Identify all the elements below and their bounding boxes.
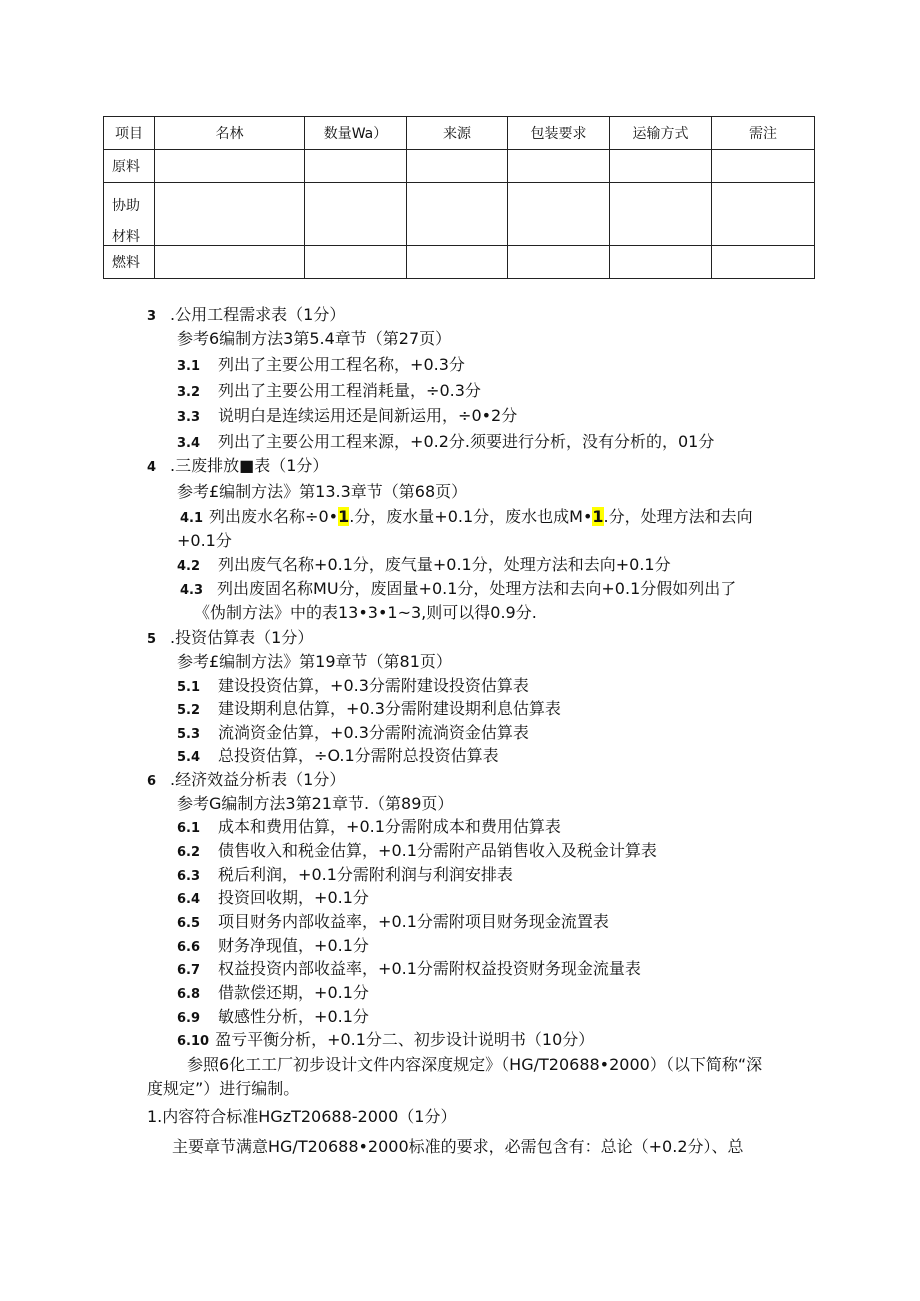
list-item-6-3: 6.3 税后利润，+0.1分需附利润与利润安排表 [177,865,513,884]
list-item-6-1: 6.1 成本和费用估算，+0.1分需附成本和费用估算表 [177,817,561,836]
list-item-4-1-cont: +0.1分 [177,531,232,550]
list-item-4-3-cont: 《伪制方法》中的表13•3•1~3,则可以得0.9分. [194,603,537,622]
list-item-3-1: 3.1 列出了主要公用工程名称，+0.3分 [177,355,465,374]
header-transport: 运输方式 [610,117,712,150]
table-row [104,150,815,183]
list-item-4-1: 4.1 列出废水名称÷0•1.分，废水量+0.1分，废水也成M•1.分，处理方法和去向 [180,507,753,526]
list-item-3-4: 3.4 列出了主要公用工程来源，+0.2分.须要进行分析，没有分析的，01分 [177,432,715,451]
row-label: 燃料 [104,246,155,279]
list-item-6-5: 6.5 项目财务内部收益率，+0.1分需附项目财务现金流置表 [177,912,609,931]
header-remarks: 需注 [712,117,815,150]
table-header-row [104,117,815,150]
section-5-heading: 5 .投资估算表（1分） [147,628,314,647]
highlight-mark: 1 [338,507,350,526]
highlight-mark: 1 [592,507,604,526]
list-item-3-2: 3.2 列出了主要公用工程消耗量，÷0.3分 [177,381,481,400]
section-5-reference: 参考£编制方法》第19章节（第81页） [177,652,452,671]
header-quantity: 数量Wa） [305,117,407,150]
list-item-5-2: 5.2 建设期利息估算，+0.3分需附建设期利息估算表 [177,699,561,718]
section-6-heading: 6 .经济效益分析表（1分） [147,770,346,789]
list-item-6-10: 6.10 盈亏平衡分析，+0.1分二、初步设计说明书（10分） [177,1030,595,1049]
header-source: 来源 [407,117,508,150]
table-row [104,246,815,279]
row-label-line2: 材料 [112,229,140,243]
header-packaging: 包装要求 [508,117,610,150]
header-item: 项目 [104,117,155,150]
paragraph-reference-cont: 度规定”）进行编制。 [147,1079,300,1098]
paragraph-chapters: 主要章节满意HG/T20688•2000标准的要求，必需包含有：总论（+0.2分）、总 [172,1137,744,1156]
list-item-6-2: 6.2 债售收入和税金估算，+0.1分需附产品销售收入及税金计算表 [177,841,657,860]
section-6-reference: 参考G编制方法3第21章节.（第89页） [177,794,454,813]
list-item-6-4: 6.4 投资回收期，+0.1分 [177,888,369,907]
list-item-4-3: 4.3 列出废固名称MU分，废固量+0.1分，处理方法和去向+0.1分假如列出了 [180,579,737,598]
list-item-5-4: 5.4 总投资估算，÷O.1分需附总投资估算表 [177,746,499,765]
list-item-6-7: 6.7 权益投资内部收益率，+0.1分需附权益投资财务现金流量表 [177,959,641,978]
list-item-5-1: 5.1 建设投资估算，+0.3分需附建设投资估算表 [177,676,529,695]
section-3-heading: 3 .公用工程需求表（1分） [147,305,346,324]
list-item-6-8: 6.8 借款偿还期，+0.1分 [177,983,369,1002]
table-row [104,183,815,246]
list-item-4-2: 4.2 列出废气名称+0.1分，废气量+0.1分，处理方法和去向+0.1分 [177,555,671,574]
section-4-heading: 4 .三废排放■表（1分） [147,456,329,475]
row-label: 原料 [104,150,155,183]
section-4-reference: 参考£编制方法》第13.3章节（第68页） [177,482,468,501]
list-item-6-9: 6.9 敏感性分析，+0.1分 [177,1007,369,1026]
requirements-table [103,116,815,279]
list-item-5-3: 5.3 流淌资金估算，+0.3分需附流淌资金估算表 [177,723,529,742]
subsection-1-heading: 1.内容符合标准HGzT20688-2000（1分） [147,1107,457,1126]
row-label-cell [104,183,155,246]
row-label-line1: 协助 [112,198,140,214]
list-item-3-3: 3.3 说明白是连续运用还是间新运用，÷0•2分 [177,406,518,425]
section-3-reference: 参考6编制方法3第5.4章节（第27页） [177,329,452,348]
list-item-6-6: 6.6 财务净现值，+0.1分 [177,936,369,955]
header-name: 名林 [155,117,305,150]
paragraph-reference: 参照6化工工厂初步设计文件内容深度规定》（HG/T20688•2000）（以下简称“深 [187,1055,763,1074]
